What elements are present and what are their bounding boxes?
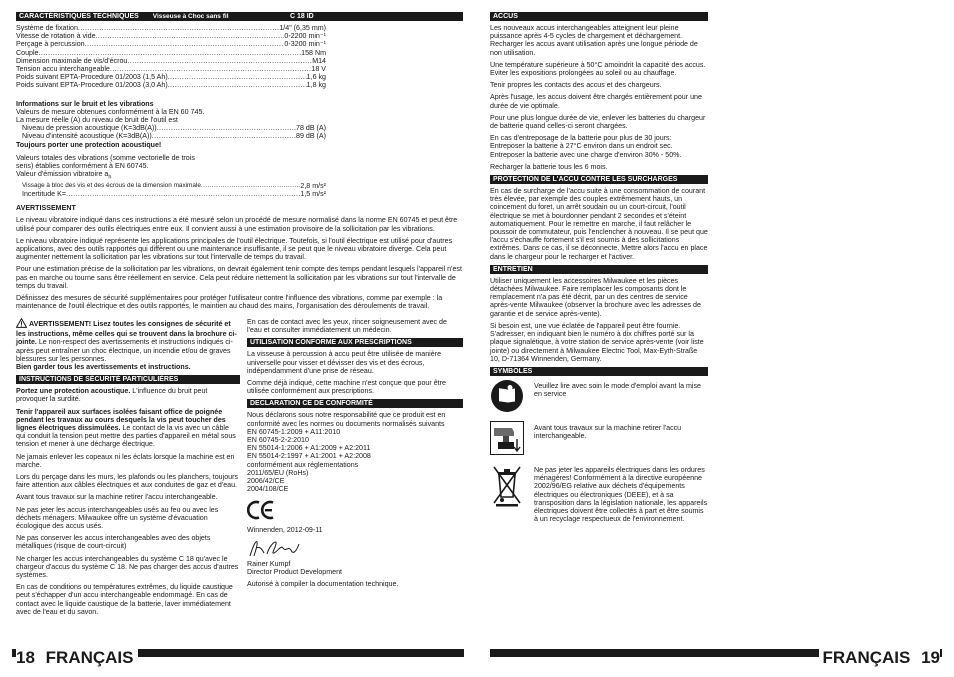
tech-specs-title: CARACTÉRISTIQUES TECHNIQUES <box>19 13 139 20</box>
signer-name: Rainer Kumpf <box>247 559 291 568</box>
safety-warning-block: AVERTISSEMENT! Lisez toutes les consignes de sécurité et les instructions, même celles qui se trouvent dans la brochure ci-jointe. Le non-respect des avertissements et instructions indiqués ci-après peut entraîner un choc électrique, un incendie et/ou de graves blessures sur les personnes. Bien garder tous les avertissements et instructions. <box>16 320 237 372</box>
safety-paragraph: Ne pas conserver les accus interchangeables avec des objets métalliques (risque de court-circuit) <box>16 534 211 551</box>
signature-icon <box>247 536 463 560</box>
left-column <box>16 12 463 315</box>
vib-line: sens) établies conformément à EN 60745. <box>16 162 149 171</box>
accus-paragraph: Après l'usage, les accus doivent être chargés entièrement pour une durée de vie optimale. <box>490 93 702 110</box>
safety-paragraph: Tenir l'appareil aux surfaces isolées faisant office de poignée pendant les travaux au cours desquels la vis peut toucher des lignes électriques dissimulées. Le contact de la vis avec un câble qui conduit la tension peut mettre des parties d'appareil en métal sous tension et mener à une décharge électrique. <box>16 407 236 449</box>
signer-title: Director Product Development <box>247 568 343 577</box>
symbol-row <box>490 379 708 413</box>
maintenance-header: ENTRETIEN <box>490 265 708 274</box>
symbol-row <box>490 463 708 523</box>
accus-paragraph: Recharger la batterie tous les 6 mois. <box>490 162 608 171</box>
usage-paragraph: Comme déjà indiqué, cette machine n'est conçue que pour être utilisée conformément aux prescriptions. <box>247 379 446 396</box>
right-column <box>490 12 708 531</box>
noise-line: La mesure réelle (A) du niveau de bruit de l'outil est <box>16 116 178 125</box>
page-number-right: 19 <box>921 648 940 667</box>
safety-paragraph: En cas de conditions ou températures extrêmes, du liquide caustique peut s'échapper d'un accu interchangeable endommagé. En cas de contact avec le liquide caustique de la batterie, laver immédiatement avec de l'eau et du savon. <box>16 583 233 616</box>
eye-contact-paragraph: En cas de contact avec les yeux, rincer soigneusement avec de l'eau et consulter immédiatement un médecin. <box>247 318 447 335</box>
avertissement-paragraph: Définissez des mesures de sécurité supplémentaires pour protéger l'utilisateur contre l'influence des vibrations, comme par exemple : la maintenance de l'outil électrique et des outils rapportés, le maintien au chaud des mains, l'organisation des déroulements de travail. <box>16 294 443 311</box>
accus-header: ACCUS <box>490 12 708 21</box>
spec-row: Système de fixation ..... 1/4" (6,35 mm) <box>16 24 326 32</box>
noise-title: Informations sur le bruit et les vibrations <box>16 99 154 108</box>
maintenance-paragraph: Si besoin est, une vue éclatée de l'appareil peut être fournie. S'adresser, en indiquant bien le numéro à dix chiffres porté sur la plaque signalétique, à votre station de service après-vente (voir liste jointe) ou directement à Milwaukee Electric Tool, Max-Eyth-Straße 10, D-71364 Winnenden, Germany. <box>490 321 704 363</box>
left-lower-column-a <box>16 318 240 620</box>
vib-row: Vissage à bloc des vis et des écrous de la dimension maximale ..... 2,8 m/s² <box>16 182 326 190</box>
usage-header: UTILISATION CONFORME AUX PRESCRIPTIONS <box>247 338 463 347</box>
spec-row: Tension accu interchangeable ..... 18 V <box>16 65 326 73</box>
spec-row: Dimension maximale de vis/d'écrou ..... M14 <box>16 57 326 65</box>
warning-triangle-icon <box>16 318 27 330</box>
declaration-block: Nous déclarons sous notre responsabilité que ce produit est en conformité avec les normes ou documents normalisés suivants EN 60745-1:2009 + A11:2010 EN 60745-2-2:2010 EN 55014-1:2006 + A1:2009 + A2:2011 EN 55014-2:1997 + A1:2001 + A2:2008 conformément aux réglementations 2011/65/EU (RoHs) 2006/42/CE 2004/108/CE <box>247 411 446 494</box>
safety-paragraph: Ne charger les accus interchangeables du système C 18 qu'avec le chargeur d'accus du système C 18. Ne pas charger des accus d'autres systèmes. <box>16 554 239 580</box>
weee-bin-icon <box>490 463 524 507</box>
remove-battery-icon <box>490 421 524 455</box>
safety-paragraph: Ne pas jeter les accus interchangeables usés au feu ou avec les déchets ménagers. Milwaukee offre un système d'évacuation écologique des accus usés. <box>16 505 219 531</box>
left-footer <box>16 649 138 667</box>
safety-paragraph: Portez une protection acoustique. L'influence du bruit peut provoquer la surdité. <box>16 387 208 404</box>
noise-line: Valeurs de mesure obtenues conformément à la EN 60 745. <box>16 107 205 116</box>
authorized-text: Autorisé à compiler la documentation technique. <box>247 580 399 589</box>
tech-specs-header <box>16 12 463 21</box>
vib-line: Valeur d'émission vibratoire $a_h$ <box>16 170 112 181</box>
usage-paragraph: La visseuse à percussion à accu peut être utilisée de manière universelle pour visser et dévisser des vis et des écrous, indépendamment d'une prise de réseau. <box>247 350 442 375</box>
symbol-text: Ne pas jeter les appareils électriques dans les ordures ménagères! Conformément à la directive européenne 2002/96/EG relative aux déchets d'équipements électriques ou électroniques (DEEE), et à sa transposition dans la législation nationale, les appareils électriques doivent être collectés à part et être soumis à un recyclage respectueux de l'environnement. <box>534 465 708 524</box>
vib-row: Incertitude K= ..... 1,5 m/s² <box>16 190 326 198</box>
noise-warning: Toujours porter une protection acoustique! <box>16 140 162 149</box>
overload-header: PROTECTION DE L'ACCU CONTRE LES SURCHARGES <box>490 175 708 184</box>
spec-row: Couple ..... 158 Nm <box>16 49 326 57</box>
symbol-text: Veuillez lire avec soin le mode d'emploi avant la mise en service <box>534 381 701 399</box>
accus-paragraph: Tenir propres les contacts des accus et des chargeurs. <box>490 81 662 90</box>
safety-header: INSTRUCTIONS DE SÉCURITÉ PARTICULIÈRES <box>16 375 240 384</box>
avertissement-paragraph: Le niveau vibratoire indiqué dans ces instructions a été mesuré selon un procédé de mesure normalisé dans la norme EN 60745 et peut être utilisé pour comparer des outils électriques entre eux. Il convient aussi à une estimation provisoire de la sollicitation par les vibrations. <box>16 216 458 233</box>
avertissement-title: AVERTISSEMENT <box>16 204 76 213</box>
noise-row: Niveau d'intensité acoustique (K=3dB(A)) ..... 89 dB (A) <box>16 132 326 140</box>
tech-specs-subtitle: Visseuse à Choc sans fil <box>152 13 229 20</box>
symbol-row <box>490 421 708 455</box>
vib-line: Valeurs totales des vibrations (somme vectorielle de trois <box>16 153 195 162</box>
maintenance-paragraph: Utiliser uniquement les accessoires Milwaukee et les pièces détachées Milwaukee. Faire remplacer les composants dont le remplacement n'a pas été décrit, par un des centres de service après-vente Milwaukee (observer la brochure avec les adresses de garantie et de service après-vente). <box>490 276 701 318</box>
accus-paragraph: En cas d'entreposage de la batterie pour plus de 30 jours: Entreposer la batterie à 27°C environ dans un endroit sec. Entreposer la batterie avec une charge d'environ 30% - 50%. <box>490 134 682 159</box>
declaration-header: DECLARATION CE DE CONFORMITÉ <box>247 399 463 408</box>
page-language-right: FRANÇAIS <box>822 648 911 667</box>
spec-row: Perçage à percussion ..... 0-3200 min⁻¹ <box>16 40 326 48</box>
accus-paragraph: Pour une plus longue durée de vie, enlever les batteries du chargeur de batterie quand celles-ci seront chargées. <box>490 113 706 131</box>
spec-row: Poids suivant EPTA-Procedure 01/2003 (1,5 Ah) ..... 1,6 kg <box>16 73 326 81</box>
safety-paragraph: Ne jamais enlever les copeaux ni les éclats lorsque la machine est en marche. <box>16 452 235 469</box>
spec-row: Vitesse de rotation à vide ..... 0-2200 min⁻¹ <box>16 32 326 40</box>
left-lower-column-b <box>247 318 463 588</box>
accus-paragraph: Une température supérieure à 50°C amoindrit la capacité des accus. Eviter les expositions prolongées au soleil ou au chauffage. <box>490 60 706 78</box>
symbols-header: SYMBOLES <box>490 367 708 376</box>
noise-section <box>16 100 326 199</box>
accus-paragraph: Les nouveaux accus interchangeables atteignent leur pleine puissance après 4-5 cycles de chargement et déchargement. Recharger les accus avant utilisation après une longue période de non utilisation. <box>490 24 698 57</box>
overload-paragraph: En cas de surcharge de l'accu suite à une consommation de courant très élevée, par exemple des couples extrêmement hauts, un coincement du foret, un arrêt soudain ou un court-circuit, l'outil électrique se met à bourdonner pendant 2 secondes et s'éteint automatiquement. Pour le remettre en marche, il faut relâcher le poussoir de commutateur, puis l'enclencher à nouveau. Il se peut que l'accu s'échauffe fortement s'il est soumis à des sollicitations extrêmes. Dans ce cas, il se déconnecte. Mettre alors l'accu en place dans le chargeur pour le recharger et l'activer. <box>490 187 708 261</box>
spec-list <box>16 24 326 90</box>
avertissement-paragraph: Le niveau vibratoire indiqué représente les applications principales de l'outil électrique. Toutefois, si l'outil électrique est utilisé pour d'autres applications, avec des outils rapportés qui diffèrent ou une maintenance insuffisante, il se peut que le niveau vibratoire diverge. Cela peut augmenter nettement la sollicitation par les vibrations sur tout l'intervalle de temps du travail. <box>16 236 453 262</box>
page-language-left: FRANÇAIS <box>45 648 134 667</box>
noise-row: Niveau de pression acoustique (K=3dB(A)) ..... 78 dB (A) <box>16 124 326 132</box>
safety-paragraph: Avant tous travaux sur la machine retirer l'accu interchangeable. <box>16 493 218 502</box>
safety-paragraph: Lors du perçage dans les murs, les plafonds ou les planchers, toujours faire attention aux câbles électriques et aux conduites de gaz et d'eau. <box>16 473 239 490</box>
model-name: C 18 ID <box>290 13 314 20</box>
read-manual-icon <box>490 379 524 413</box>
avertissement-section <box>16 204 463 310</box>
right-footer <box>819 649 941 667</box>
symbol-text: Avant tous travaux sur la machine retirer l'accu interchangeable. <box>534 423 682 441</box>
spec-row: Poids suivant EPTA-Procedure 01/2003 (3,0 Ah) ..... 1,8 kg <box>16 81 326 89</box>
page-number-left: 18 <box>16 648 35 667</box>
ce-mark-icon <box>247 499 463 523</box>
place-date: Winnenden, 2012-09-11 <box>247 525 323 534</box>
avertissement-paragraph: Pour une estimation précise de la sollicitation par les vibrations, on devrait également tenir compte des temps pendant lesquels l'appareil n'est pas en marche ou tourne sans être réellement en service. Cela peut réduire nettement la sollicitation par les vibrations sur tout l'intervalle de temps du travail. <box>16 265 462 290</box>
